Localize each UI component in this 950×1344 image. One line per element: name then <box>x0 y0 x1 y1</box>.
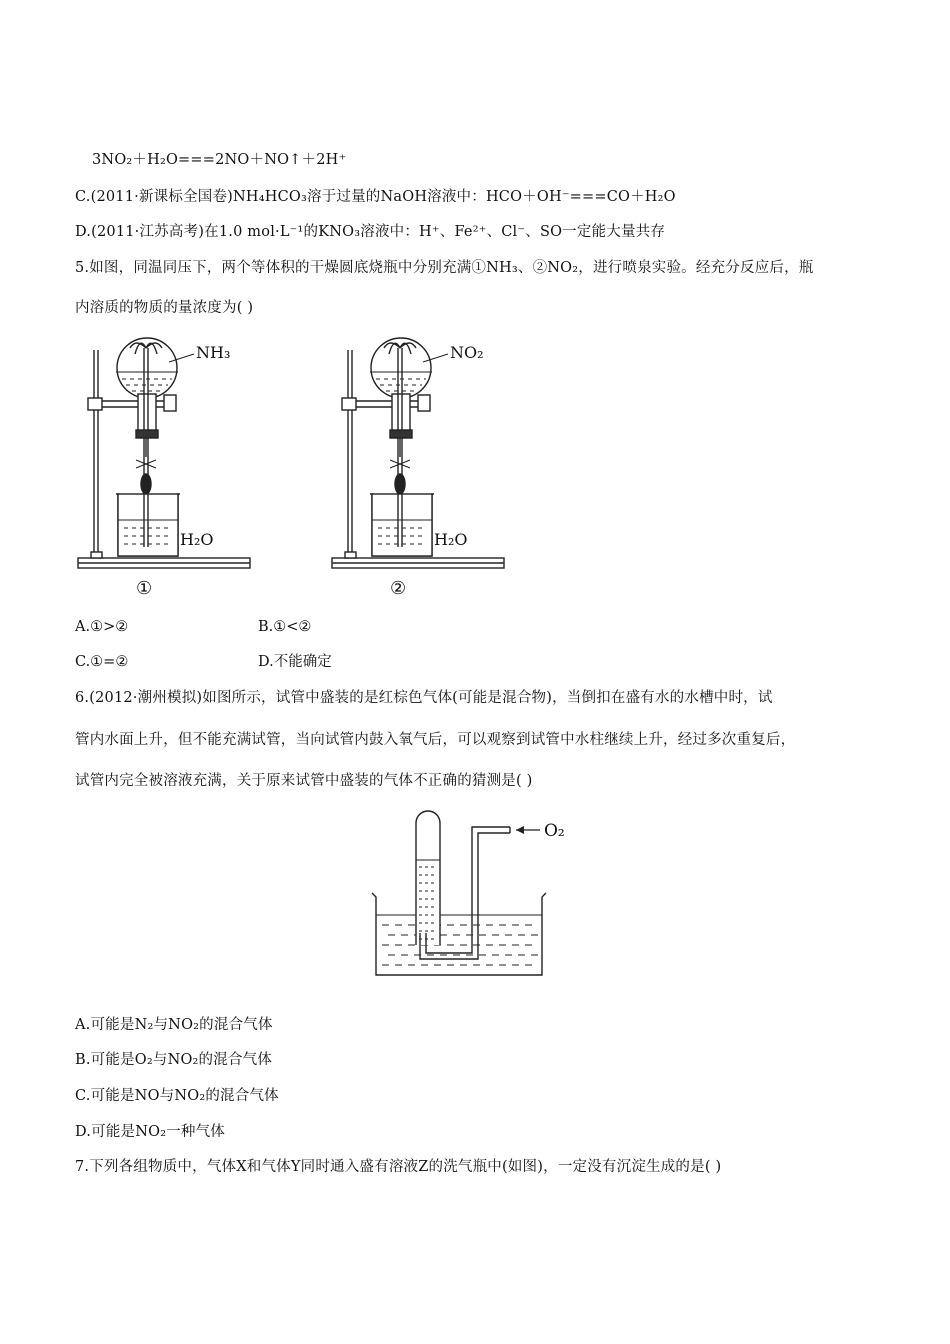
fig2-water-label: H₂O <box>434 530 468 549</box>
q6-stem-line1: 6.(2012·潮州模拟)如图所示，试管中盛装的是红棕色气体(可能是混合物)，当倒扣在盛有水的水槽中时，试 <box>75 690 773 706</box>
q6-option-c: C.可能是NO与NO₂的混合气体 <box>75 1088 279 1104</box>
fig1-number: ① <box>136 578 153 599</box>
q4-option-d: D.(2011·江苏高考)在1.0 mol·L⁻¹的KNO₃溶液中：H⁺、Fe²⁺、Cl⁻、SO一定能大量共存 <box>75 224 666 240</box>
q5-option-a: A.①>② <box>75 619 129 635</box>
q6-stem-line2: 管内水面上升，但不能充满试管，当向试管内鼓入氧气后，可以观察到试管中水柱继续上升，经过多次重复后， <box>75 732 796 748</box>
q5-stem-line2: 内溶质的物质的量浓度为( ) <box>75 300 254 316</box>
q6-option-d: D.可能是NO₂一种气体 <box>75 1124 226 1140</box>
fig2-number: ② <box>390 578 407 599</box>
q7-stem: 7.下列各组物质中，气体X和气体Y同时通入盛有溶液Z的洗气瓶中(如图)，一定没有沉淀生成的是( ) <box>75 1159 722 1175</box>
q5-option-c: C.①=② <box>75 654 129 670</box>
q6-option-a: A.可能是N₂与NO₂的混合气体 <box>75 1017 273 1033</box>
q6-option-b: B.可能是O₂与NO₂的混合气体 <box>75 1052 273 1068</box>
q5-option-d: D.不能确定 <box>258 654 332 670</box>
fountain-apparatus-2 <box>326 332 511 600</box>
q6-stem-line3: 试管内完全被溶液充满，关于原来试管中盛装的气体不正确的猜测是( ) <box>75 773 533 789</box>
q5-option-b: B.①<② <box>258 619 312 635</box>
fountain-apparatus-1 <box>72 332 257 600</box>
o2-label: O₂ <box>544 821 565 841</box>
q4-option-c: C.(2011·新课标全国卷)NH₄HCO₃溶于过量的NaOH溶液中：HCO＋OH⁻===CO＋H₂O <box>75 189 676 205</box>
fig2-gas-label: NO₂ <box>450 343 484 362</box>
q5-stem-line1: 5.如图，同温同压下，两个等体积的干燥圆底烧瓶中分别充满①NH₃、②NO₂，进行喷泉实验。经充分反应后，瓶 <box>75 260 814 276</box>
fig1-water-label: H₂O <box>180 530 214 549</box>
q4-equation-continued: 3NO₂＋H₂O===2NO＋NO↑＋2H⁺ <box>92 152 347 168</box>
test-tube-trough-figure <box>360 805 590 985</box>
fig1-gas-label: NH₃ <box>196 343 231 362</box>
